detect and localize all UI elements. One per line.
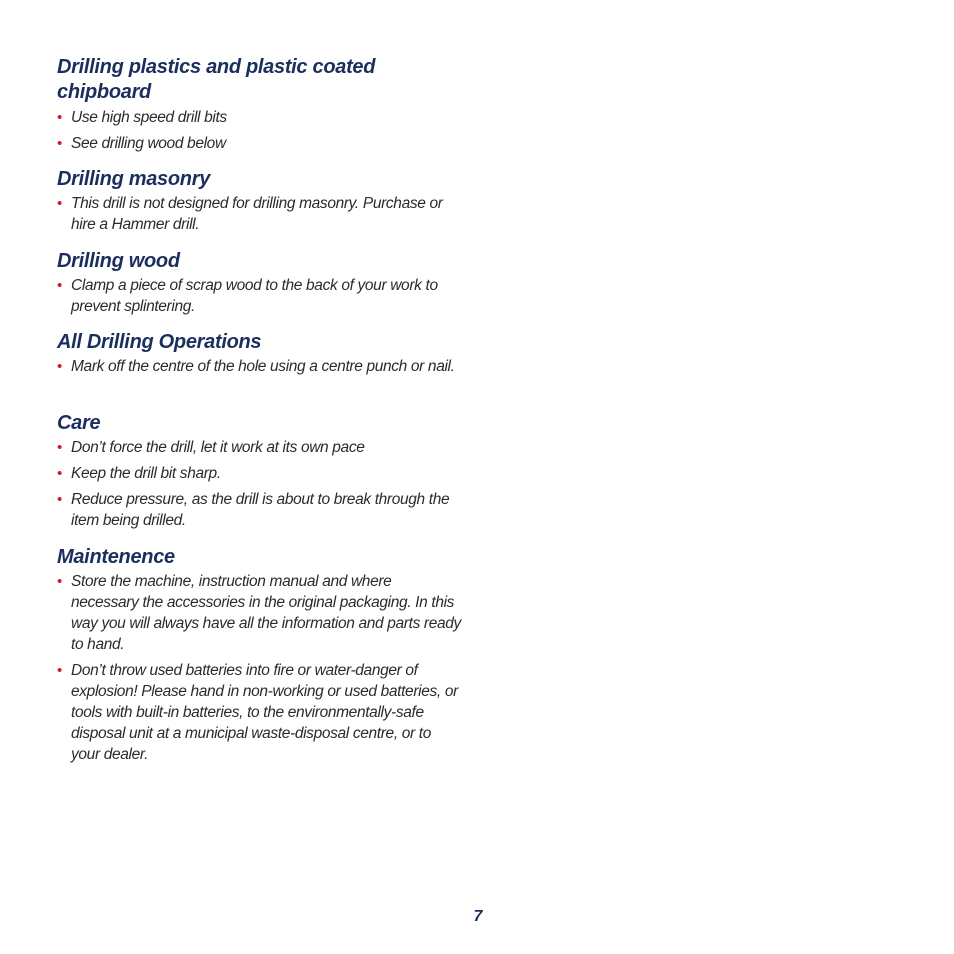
bullet-dot-icon: • <box>57 465 62 482</box>
bullet-list <box>57 571 461 765</box>
bullet-list <box>57 356 457 377</box>
list-item <box>57 133 387 154</box>
bullet-list <box>57 275 452 317</box>
list-item <box>57 660 461 765</box>
bullet-dot-icon: • <box>57 277 62 294</box>
list-item <box>57 275 452 317</box>
list-item <box>57 489 452 531</box>
bullet-dot-icon: • <box>57 358 62 375</box>
section-heading: Drilling wood <box>57 250 180 272</box>
bullet-text: Clamp a piece of scrap wood to the back of your work to prevent splintering. <box>71 277 438 315</box>
bullet-text: Keep the drill bit sharp. <box>71 465 221 482</box>
list-item <box>57 437 452 458</box>
bullet-text: This drill is not designed for drilling masonry. Purchase or hire a Hammer drill. <box>71 195 443 233</box>
section-all-drilling-operations <box>57 330 477 377</box>
section-heading: Care <box>57 412 101 434</box>
bullet-dot-icon: • <box>57 573 62 590</box>
bullet-dot-icon: • <box>57 662 62 679</box>
section-maintenence <box>57 545 477 765</box>
page-number: 7 <box>473 908 483 925</box>
bullet-list <box>57 107 387 154</box>
list-item <box>57 107 387 128</box>
bullet-dot-icon: • <box>57 109 62 126</box>
section-heading: All Drilling Operations <box>57 331 262 353</box>
bullet-text: Mark off the centre of the hole using a centre punch or nail. <box>71 358 455 375</box>
section-drilling-plastics <box>57 55 387 154</box>
bullet-dot-icon: • <box>57 491 62 508</box>
bullet-list <box>57 193 452 235</box>
list-item <box>57 463 452 484</box>
bullet-text: Use high speed drill bits <box>71 109 227 126</box>
list-item <box>57 356 457 377</box>
bullet-dot-icon: • <box>57 135 62 152</box>
section-care <box>57 411 477 531</box>
section-heading: Maintenence <box>57 546 175 568</box>
bullet-list <box>57 437 452 531</box>
bullet-text: Don’t force the drill, let it work at its own pace <box>71 439 365 456</box>
bullet-text: Don’t throw used batteries into fire or water-danger of explosion! Please hand in non-working or used batteries, or tools with built-in batteries, to the environmentally-safe disposal unit at a municipal waste-disposal centre, or to your dealer. <box>71 662 458 763</box>
section-drilling-wood <box>57 249 477 317</box>
bullet-text: Reduce pressure, as the drill is about to break through the item being drilled. <box>71 491 450 529</box>
list-item <box>57 193 452 235</box>
bullet-dot-icon: • <box>57 439 62 456</box>
bullet-text: See drilling wood below <box>71 135 226 152</box>
section-drilling-masonry <box>57 167 477 235</box>
list-item <box>57 571 461 655</box>
section-heading: Drilling plastics and plastic coated chipboard <box>57 56 376 103</box>
bullet-text: Store the machine, instruction manual and where necessary the accessories in the original packaging. In this way you will always have all the information and parts ready to hand. <box>71 573 461 653</box>
bullet-dot-icon: • <box>57 195 62 212</box>
section-heading: Drilling masonry <box>57 168 211 190</box>
